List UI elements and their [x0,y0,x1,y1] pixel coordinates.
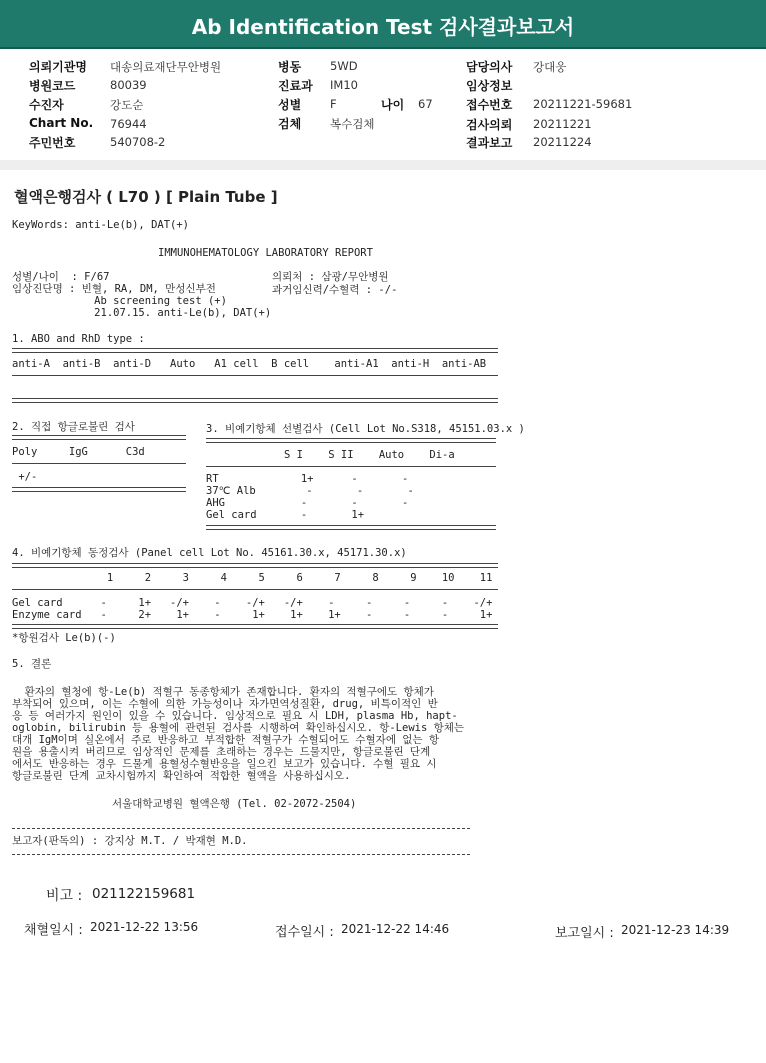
referring-hospital: 의뢰처 : 삼광/무안병원 [272,271,389,283]
value-resident-number: 540708-2 [110,135,166,149]
value-chart-no: 76944 [110,117,147,131]
conclusion-line: 부착되어 있으며, 이는 수혈에 의한 가능성이나 자가면역성질환, drug, 비특이적인 반 [12,698,438,710]
conclusion-line: 응 등 여러가지 원인이 있을 수 있습니다. 임상적으로 필요 시 LDH, plasma Hb, hapt- [12,710,458,722]
label-hospital-code: 병원코드 [29,79,76,93]
patient-diagnosis: 임상진단명 : 빈혈, RA, DM, 만성신부전 [12,283,216,295]
label-department: 진료과 [278,79,313,93]
conclusion-line: 에서도 반응하는 경우 드물게 용혈성수혈반응을 일으킨 보고가 있습니다. 수혈 필요 시 [12,758,437,770]
label-report-date: 결과보고 [466,136,513,150]
value-ward: 5WD [330,59,358,73]
panel-mid-rule [12,589,498,590]
dat-heading: 2. 직접 항글로불린 검사 [12,421,135,433]
dat-mid-rule [12,463,186,464]
value-patient-name: 강도순 [110,98,144,112]
label-accession-no: 접수번호 [466,98,513,112]
screen-row-gel: Gel card - 1+ [206,509,365,521]
screen-row-rt: RT 1+ - - [206,473,409,485]
value-age: 67 [418,97,433,111]
label-request-date: 검사의뢰 [466,118,513,132]
value-hospital-code: 80039 [110,78,147,92]
title-bar [0,0,766,49]
received-label: 접수일시 : [275,925,334,940]
value-department: IM10 [330,78,358,92]
keywords: KeyWords: anti-Le(b), DAT(+) [12,219,190,231]
pregnancy-transfusion-history: 과거임신력/수혈력 : -/- [272,284,398,296]
screen-bottom-rule [206,525,496,530]
conclusion-line: 대개 IgM이며 실온에서 주로 반응하고 부적합한 적혈구가 수혈되어도 수혈자에 없는 항 [12,734,440,746]
conclusion-line: 환자의 혈청에 항-Le(b) 적혈구 동종항체가 존재합니다. 환자의 적혈구에도 항체가 [12,686,434,698]
panel-row-gel-card: Gel card - 1+ -/+ - -/+ -/+ - - - - -/+ [12,597,493,609]
reported-label: 보고일시 : [555,926,614,941]
screen-columns: S I S II Auto Di-a [284,449,455,461]
label-clinical-info: 임상정보 [466,79,513,93]
conclusion-heading: 5. 결론 [12,658,52,670]
section-title: 혈액은행검사 ( L70 ) [ Plain Tube ] [14,188,278,206]
label-specimen: 검체 [278,117,302,131]
label-physician: 담당의사 [466,60,513,74]
screen-row-ahg: AHG - - - [206,497,409,509]
conclusion-line: 원을 용출시켜 버리므로 임상적인 문제를 초래하는 경우는 드물지만, 항글로불린 단계 [12,746,431,758]
value-accession-no: 20211221-59681 [533,97,633,111]
label-resident-number: 주민번호 [29,136,76,150]
abo-heading: 1. ABO and RhD type : [12,333,145,345]
note-label: 비고 : [46,888,83,904]
screen-heading: 3. 비예기항체 선별검사 (Cell Lot No.S318, 45151.03.x ) [206,423,525,435]
conclusion-line: oglobin, bilirubin 등 용혈에 관련된 검사를 시행하여 확인하십시오. 항-Lewis 항체는 [12,722,465,734]
antigen-test: *항원검사 Le(b)(-) [12,632,116,644]
patient-diagnosis-3: 21.07.15. anti-Le(b), DAT(+) [12,307,272,319]
reported-value: 2021-12-23 14:39 [621,923,730,937]
dat-top-rule [12,435,186,440]
value-requesting-institution: 대송의료재단무안병원 [110,60,222,74]
blood-bank-contact: 서울대학교병원 혈액은행 (Tel. 02-2072-2504) [112,798,357,810]
label-requesting-institution: 의뢰기관명 [29,60,87,74]
header-separator [0,160,766,170]
abo-bottom-rule [12,398,498,403]
panel-bottom-rule [12,624,498,629]
screen-top-rule [206,438,496,443]
dat-bottom-rule [12,487,186,492]
value-sex: F [330,97,337,111]
abo-mid-rule [12,375,498,376]
value-physician: 강대웅 [533,60,567,74]
label-chart-no: Chart No. [29,116,94,130]
patient-diagnosis-2: Ab screening test (+) [12,295,227,307]
value-request-date: 20211221 [533,117,592,131]
panel-row-enzyme-card: Enzyme card - 2+ 1+ - 1+ 1+ 1+ - - - 1+ [12,609,493,621]
dat-values: +/- [12,471,38,483]
label-sex: 성별 [278,98,302,112]
note-value: 021122159681 [92,886,196,902]
value-report-date: 20211224 [533,135,592,149]
conclusion-line: 항글로불린 단계 교차시험까지 확인하여 적합한 혈액을 사용하십시오. [12,770,351,782]
patient-sex-age: 성별/나이 : F/67 [12,271,110,283]
abo-columns: anti-A anti-B anti-D Auto A1 cell B cell anti-A1 anti-H anti-AB [12,358,487,370]
reporter-bottom-rule [12,854,470,855]
collected-label: 채혈일시 : [24,923,83,938]
panel-columns: 1 2 3 4 5 6 7 8 9 10 11 [12,572,493,584]
screen-mid-rule [206,466,496,467]
panel-top-rule [12,563,498,568]
screen-row-37c: 37℃ Alb - - - [206,485,414,497]
reporter-top-rule [12,828,470,829]
panel-heading: 4. 비예기항체 동정검사 (Panel cell Lot No. 45161.30.x, 45171.30.x) [12,547,407,559]
label-age: 나이 [381,98,405,112]
lab-report-title: IMMUNOHEMATOLOGY LABORATORY REPORT [158,247,373,259]
abo-top-rule [12,348,498,353]
dat-columns: Poly IgG C3d [12,446,145,458]
reporter: 보고자(판독의) : 강지상 M.T. / 박재현 M.D. [12,835,248,847]
label-ward: 병동 [278,60,302,74]
received-value: 2021-12-22 14:46 [341,922,450,936]
report-title: Ab Identification Test 검사결과보고서 [191,15,575,39]
label-patient-name: 수진자 [29,98,64,112]
value-specimen: 복수검체 [330,117,375,131]
collected-value: 2021-12-22 13:56 [90,920,199,934]
